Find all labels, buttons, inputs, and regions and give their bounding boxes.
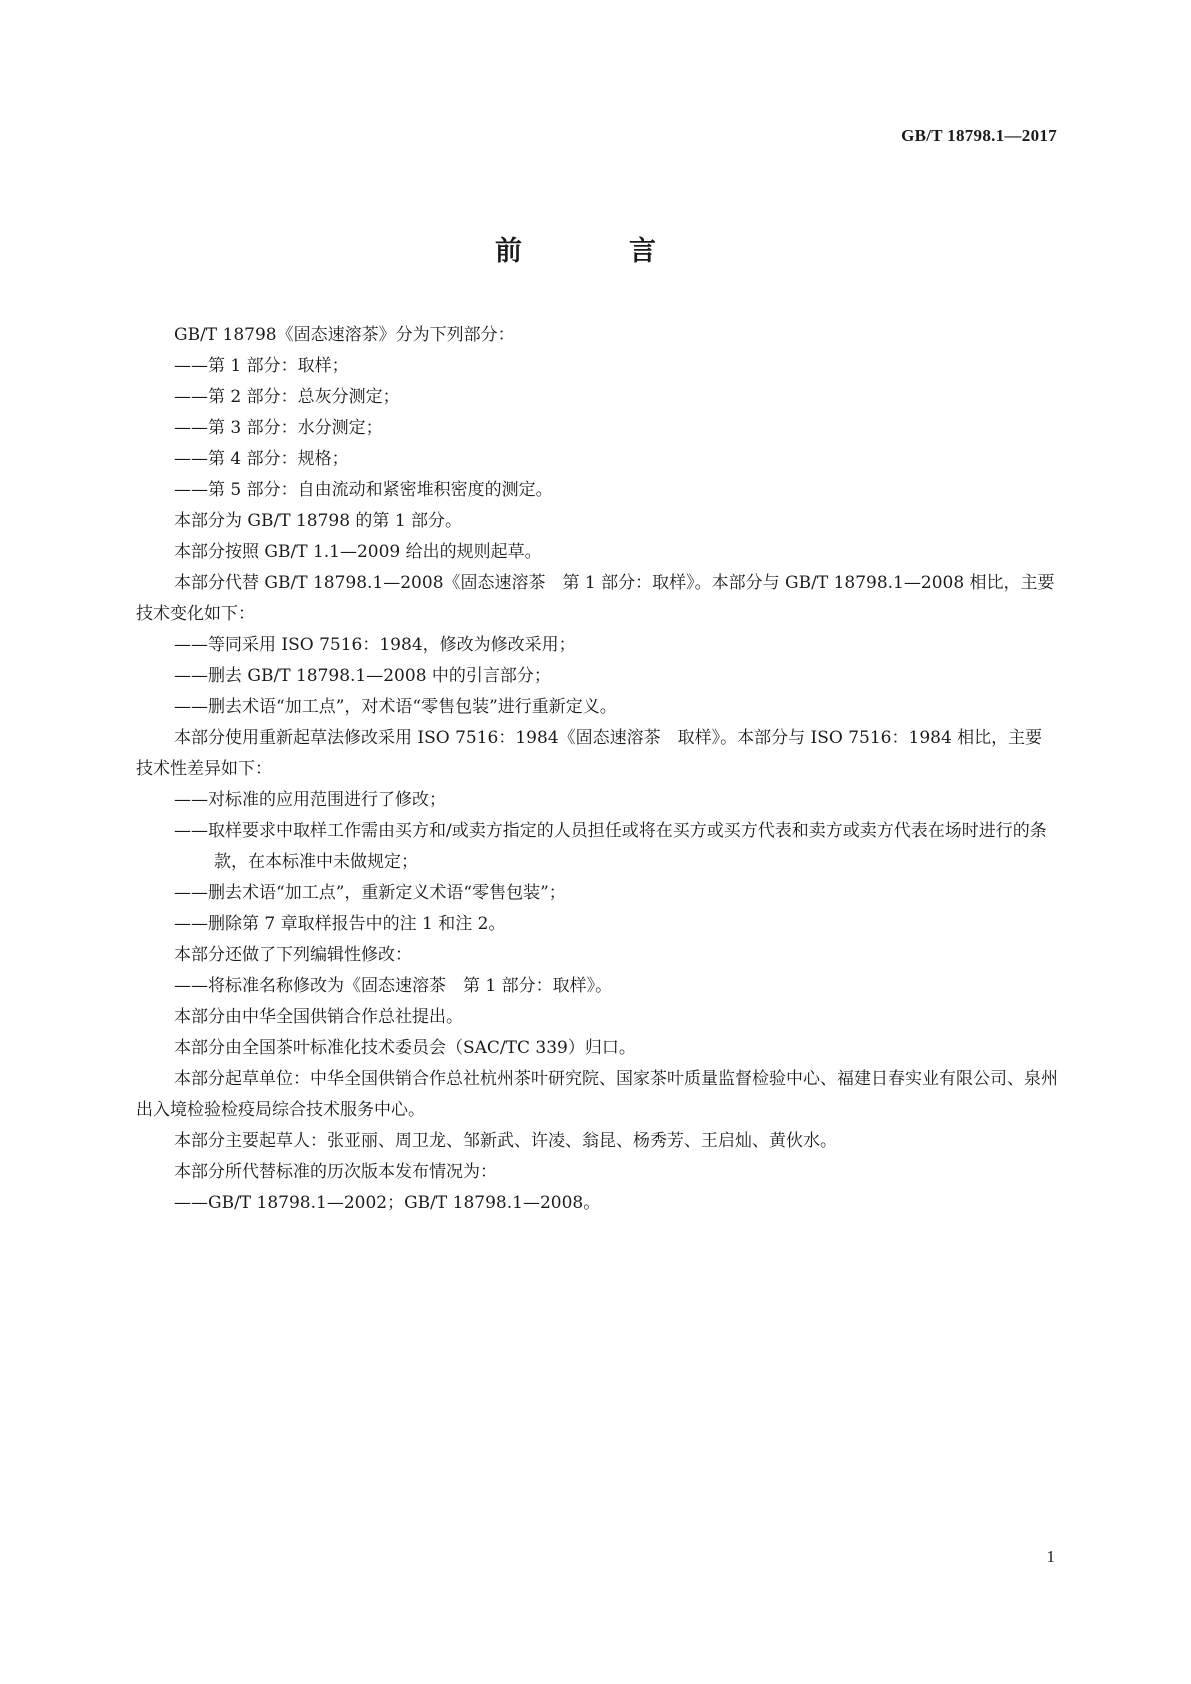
list-item: ——对标准的应用范围进行了修改； [174,790,446,810]
paragraph: 本部分为 GB/T 18798 的第 1 部分。 [174,511,463,531]
list-item: ——删去 GB/T 18798.1—2008 中的引言部分； [174,666,551,686]
paragraph: GB/T 18798《固态速溶茶》分为下列部分： [174,325,515,345]
list-item: ——第 2 部分：总灰分测定； [174,387,400,407]
paragraph: 本部分按照 GB/T 1.1—2009 给出的规则起草。 [174,542,542,562]
paragraph: 本部分使用重新起草法修改采用 ISO 7516：1984《固态速溶茶 取样》。本部分与 ISO 7516：1984 相比，主要技术性差异如下： [136,728,1043,779]
paragraph: 本部分由中华全国供销合作总社提出。 [174,1007,463,1027]
paragraph: 本部分代替 GB/T 18798.1—2008《固态速溶茶 第 1 部分：取样》。本部分与 GB/T 18798.1—2008 相比，主要技术变化如下： [136,573,1055,624]
paragraph: 本部分所代替标准的历次版本发布情况为： [174,1162,497,1182]
list-item: ——删去术语“加工点”，对术语“零售包装”进行重新定义。 [174,697,617,717]
list-item: ——等同采用 ISO 7516：1984，修改为修改采用； [174,635,576,655]
page-title: 前 言 [495,236,696,267]
document-body [136,320,1058,1219]
page-number: 1 [1046,1547,1055,1566]
list-item: ——第 3 部分：水分测定； [174,418,383,438]
list-item: ——第 5 部分：自由流动和紧密堆积密度的测定。 [174,480,553,500]
list-item: ——GB/T 18798.1—2002；GB/T 18798.1—2008。 [174,1193,601,1213]
paragraph: 本部分主要起草人：张亚丽、周卫龙、邹新武、许凌、翁昆、杨秀芳、王启灿、黄伙水。 [174,1131,837,1151]
list-item: ——删除第 7 章取样报告中的注 1 和注 2。 [174,914,506,934]
list-item: ——取样要求中取样工作需由买方和/或卖方指定的人员担任或将在买方或买方代表和卖方或卖方代表在场时进行的条款，在本标准中未做规定； [174,821,1047,872]
standard-code: GB/T 18798.1—2017 [901,126,1057,145]
paragraph: 本部分由全国茶叶标准化技术委员会（SAC/TC 339）归口。 [174,1038,636,1058]
paragraph: 本部分起草单位：中华全国供销合作总社杭州茶叶研究院、国家茶叶质量监督检验中心、福建日春实业有限公司、泉州出入境检验检疫局综合技术服务中心。 [136,1069,1058,1120]
list-item: ——第 1 部分：取样； [174,356,349,376]
list-item: ——第 4 部分：规格； [174,449,349,469]
list-item: ——将标准名称修改为《固态速溶茶 第 1 部分：取样》。 [174,976,613,996]
list-item: ——删去术语“加工点”，重新定义术语“零售包装”； [174,883,566,903]
paragraph: 本部分还做了下列编辑性修改： [174,945,412,965]
